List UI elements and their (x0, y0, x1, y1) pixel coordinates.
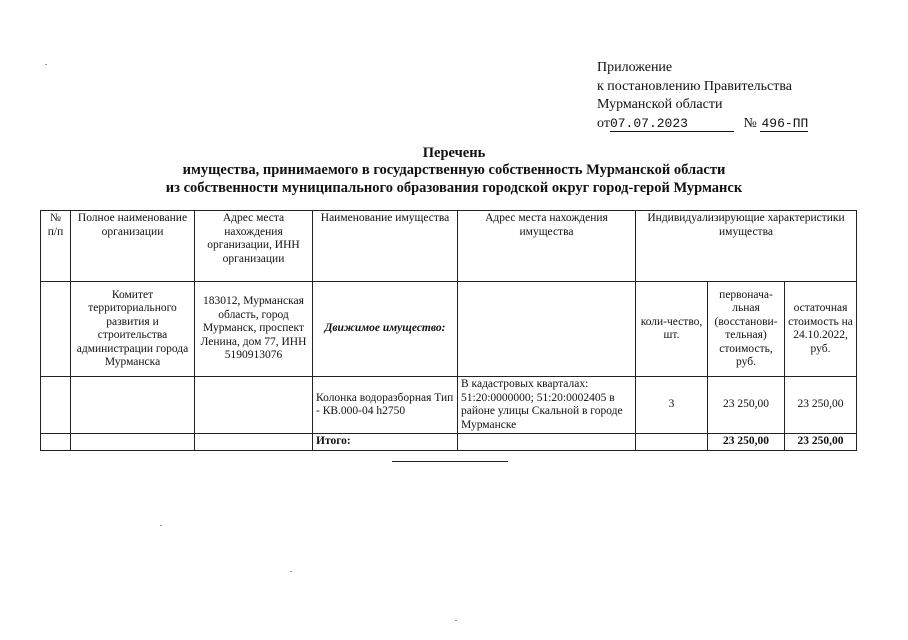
annex-line-3: Мурманской области (597, 97, 723, 112)
cell-total-label: Итого: (313, 434, 458, 451)
annex-block (597, 59, 808, 133)
subheader-initial-cost: первонача-льная (восстанови-тельная) стоимость, руб. (708, 282, 785, 377)
cell-item-initial: 23 250,00 (708, 377, 785, 434)
cell-empty (195, 434, 313, 451)
document-subtitle-1: имущества, принимаемого в государственную собственность Мурманской области (182, 162, 726, 178)
header-num: № п/п (41, 211, 71, 282)
header-property-name: Наименование имущества (313, 211, 458, 282)
number-label: № (743, 115, 757, 131)
scan-speck (290, 571, 292, 572)
from-label: от (597, 115, 610, 131)
cell-item-residual: 23 250,00 (785, 377, 857, 434)
table-header-row (41, 211, 857, 282)
cell-item-name: Колонка водоразборная Тип - КВ.000-04 h2750 (313, 377, 458, 434)
cell-item-address: В кадастровых кварталах: 51:20:0000000; 51:20:0002405 в районе улицы Скальной в городе Мурманске (458, 377, 636, 434)
cell-empty (195, 377, 313, 434)
property-table (40, 210, 857, 451)
cell-org-address: 183012, Мурманская область, город Мурманск, проспект Ленина, дом 77, ИНН 5190913076 (195, 282, 313, 377)
scan-speck (160, 525, 162, 526)
document-subtitle-2: из собственности муниципального образования городской округ город-герой Мурманск (165, 180, 743, 196)
cell-empty (41, 282, 71, 377)
cell-empty (458, 282, 636, 377)
scan-speck (455, 620, 457, 621)
header-org-address: Адрес места нахождения организации, ИНН организации (195, 211, 313, 282)
table-row-item (41, 377, 857, 434)
table-row-org (41, 282, 857, 377)
document-title: Перечень (422, 145, 486, 161)
table-row-total (41, 434, 857, 451)
cell-org-name: Комитет территориального развития и строительства администрации города Мурманска (71, 282, 195, 377)
cell-empty (636, 434, 708, 451)
end-separator-line (392, 461, 508, 462)
subheader-qty: коли-чество, шт. (636, 282, 708, 377)
annex-line-2: к постановлению Правительства (597, 78, 793, 94)
cell-empty (41, 377, 71, 434)
resolution-number: 496-ПП (761, 115, 809, 131)
cell-item-qty: 3 (636, 377, 708, 434)
cell-total-initial: 23 250,00 (708, 434, 785, 451)
header-characteristics: Индивидуализирующие характеристики имущества (636, 211, 857, 282)
scan-speck (45, 64, 47, 65)
cell-empty (71, 377, 195, 434)
resolution-date: 07.07.2023 (610, 117, 734, 132)
annex-line-1: Приложение (597, 60, 673, 75)
annex-date-line (597, 115, 808, 134)
cell-empty (41, 434, 71, 451)
subheader-residual-cost: остаточная стоимость на 24.10.2022, руб. (785, 282, 857, 377)
cell-empty (458, 434, 636, 451)
header-property-address: Адрес места нахождения имущества (458, 211, 636, 282)
cell-category: Движимое имущество: (313, 282, 458, 377)
cell-total-residual: 23 250,00 (785, 434, 857, 451)
header-org-name: Полное наименование организации (71, 211, 195, 282)
cell-empty (71, 434, 195, 451)
